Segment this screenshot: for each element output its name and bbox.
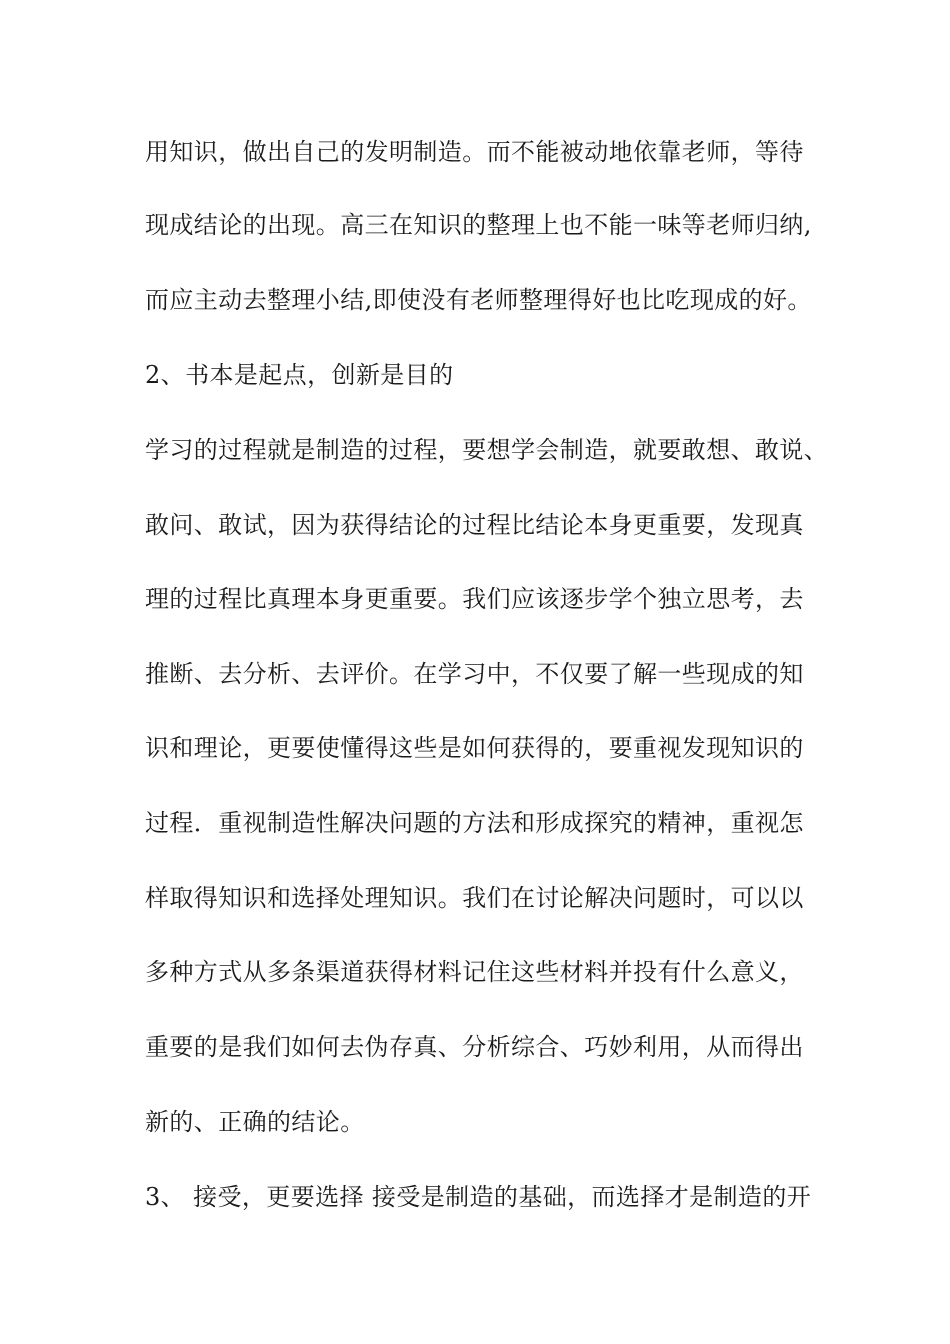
section-heading: 2、书本是起点，创新是目的	[145, 361, 454, 389]
paragraph-line: 重要的是我们如何去伪存真、分析综合、巧妙利用，从而得出	[145, 1033, 804, 1061]
paragraph-line: 推断、去分析、去评价。在学习中，不仅要了解一些现成的知	[145, 660, 804, 688]
section-heading: 3、 接受，更要选择 接受是制造的基础，而选择才是制造的开	[145, 1183, 812, 1211]
paragraph-line: 而应主动去整理小结,即使没有老师整理得好也比吃现成的好。	[145, 286, 812, 314]
paragraph-line: 用知识，做出自己的发明制造。而不能被动地依靠老师，等待	[145, 138, 804, 166]
paragraph-line: 识和理论，更要使懂得这些是如何获得的，要重视发现知识的	[145, 734, 804, 762]
paragraph-line: 样取得知识和选择处理知识。我们在讨论解决问题时，可以以	[145, 884, 804, 912]
paragraph-line: 学习的过程就是制造的过程，要想学会制造，就要敢想、敢说、	[145, 436, 829, 464]
paragraph-line: 过程．重视制造性解决问题的方法和形成探究的精神，重视怎	[145, 809, 804, 837]
paragraph-line: 理的过程比真理本身更重要。我们应该逐步学个独立思考，去	[145, 585, 804, 613]
paragraph-line: 新的、正确的结论。	[145, 1108, 365, 1136]
paragraph-line: 现成结论的出现。高三在知识的整理上也不能一味等老师归纳,	[145, 211, 812, 239]
paragraph-line: 敢问、敢试，因为获得结论的过程比结论本身更重要，发现真	[145, 511, 804, 539]
paragraph-line: 多种方式从多条渠道获得材料记住这些材料并投有什么意义，	[145, 958, 804, 986]
